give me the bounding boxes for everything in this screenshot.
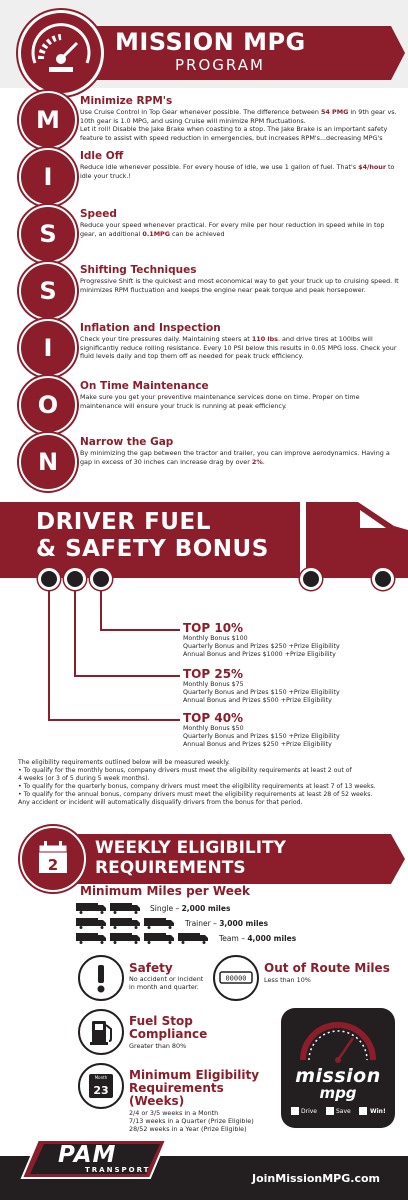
min-elig-line: 7/13 weeks in a Quarter (Prize Eligible) <box>129 1117 254 1125</box>
tip-text: Use Cruise Control in Top Gear whenever possible. The difference between 54 PMG in 9th gear vs. 10th gear is 1.0 MPG, and using Cruise will minimize RPM fluctuations. Let it roll! Disable the Jake Brake when coasting to a stop. The Jake Brake is an important safety feature to assist with speed reduction in emergencies, but increases RPM's...decreasing MPG's <box>80 108 397 142</box>
truck-wheel <box>300 568 322 590</box>
fuel-stop-text: Greater than 80% <box>129 1042 187 1050</box>
checkbox-icon <box>326 1107 334 1115</box>
fuel-stop-title-line2: Compliance <box>129 1027 208 1041</box>
tip-title: Narrow the Gap <box>80 436 174 448</box>
tip-title: Inflation and Inspection <box>80 322 221 334</box>
mission-letter-i: I <box>19 148 77 206</box>
checkbox-icon <box>359 1107 367 1115</box>
truck-icon <box>110 918 140 929</box>
out-of-route-title: Out of Route Miles <box>264 961 390 975</box>
tier-connector-line <box>74 590 76 676</box>
tier-monthly: Monthly Bonus $75 <box>183 681 244 688</box>
truck-icon <box>144 918 174 929</box>
rule-line: Any accident or incident will automatically disqualify drivers from the bonus for that period. <box>18 799 303 807</box>
safety-title: Safety <box>129 961 173 975</box>
truck-icon <box>76 933 106 944</box>
tier-connector-line <box>100 590 102 630</box>
tier-connector-line <box>100 629 180 631</box>
badge-save: Save <box>336 1108 351 1115</box>
tip-idle-off <box>80 150 402 180</box>
tier-name: TOP 40% <box>183 711 244 725</box>
rule-line: The eligibility requirements outlined below will be measured weekly. <box>18 759 230 766</box>
tier-connector-line <box>48 719 180 721</box>
truck-icon <box>110 933 140 944</box>
tier-connector-line <box>74 675 180 677</box>
tier-top-10 <box>183 622 403 659</box>
tier-quarterly: Quarterly Bonus and Prizes $150 +Prize Eligibility <box>183 689 340 696</box>
rule-line: • To qualify for the annual bonus, company drivers must meet the eligibility requirements at least 28 of 52 weeks. <box>18 791 373 799</box>
tip-title: Minimize RPM's <box>80 95 173 107</box>
badge-gauge-icon <box>281 1008 395 1068</box>
calendar-month-label: Month <box>94 1075 108 1080</box>
fuel-pump-icon <box>78 1009 124 1055</box>
out-of-route-text: Less than 10% <box>264 976 311 984</box>
tip-text: Reduce your speed whenever practical. For every mile per hour reduction in speed while in top gear, an additional 0.1MPG can be achieved <box>80 221 385 238</box>
tip-text: Check your tire pressures daily. Maintaining steers at 110 lbs. and drive tires at 100lbs will significantly reduce rolling resistance. Every 10 PSI below this results in 0.05 MPG loss. Check your fluid levels daily and top them off as needed for peak truck efficiency. <box>80 335 397 361</box>
tier-monthly: Monthly Bonus $50 <box>183 725 244 732</box>
calendar-day-icon <box>78 1063 124 1109</box>
min-elig-title-line2: Requirements <box>129 1081 224 1095</box>
fuel-stop-title-line1: Fuel Stop <box>129 1014 193 1028</box>
odometer-value: 00000 <box>225 974 247 983</box>
mission-letter-s: S <box>19 262 77 320</box>
badge-logo-line1: mission <box>295 1065 381 1087</box>
rule-line: • To qualify for the monthly bonus, company drivers must meet the eligibility requirements at least 2 out of <box>18 767 352 775</box>
calendar-day-number: 23 <box>93 1084 109 1097</box>
eligibility-rules <box>18 759 403 808</box>
weekly-banner-notch <box>391 834 405 884</box>
mission-mpg-badge <box>281 1008 395 1128</box>
truck-icon <box>178 933 208 944</box>
safety-text-1: No accident or incident <box>129 975 204 983</box>
tier-connector-line <box>48 590 50 720</box>
tier-annual: Annual Bonus and Prizes $500 +Prize Eligibility <box>183 697 332 704</box>
safety-text-2: in month and quarter. <box>129 983 199 991</box>
tip-text: Reduce idle whenever possible. For every house of idle, we use 1 gallon of fuel. That's $4/hour to idle your truck.! <box>80 163 395 180</box>
tier-annual: Annual Bonus and Prizes $250 +Prize Eligibility <box>183 741 332 748</box>
badge-win: Win! <box>370 1108 386 1115</box>
badge-logo-line2: mpg <box>319 1084 357 1102</box>
checkbox-icon <box>291 1107 299 1115</box>
truck-wheel <box>90 568 112 590</box>
truck-icon <box>144 933 174 944</box>
tier-top-40 <box>183 712 403 749</box>
footer-url[interactable]: JoinMissionMPG.com <box>252 1172 380 1185</box>
truck-wheel <box>38 568 60 590</box>
tip-text: Progressive Shift is the quickest and most economical way to get your truck up to cruising speed. It minimizes RPM fluctuation and keeps the engine near peak torque and peak horsepower. <box>80 277 399 294</box>
badge-drive: Drive <box>301 1108 317 1115</box>
mission-letter-i: I <box>19 319 77 377</box>
min-elig-title-line3: (Weeks) <box>129 1094 185 1108</box>
truck-wheel <box>64 568 86 590</box>
tier-name: TOP 25% <box>183 667 244 681</box>
tip-inflation <box>80 322 402 361</box>
truck-wheel <box>372 568 394 590</box>
tip-title: On Time Maintenance <box>80 380 209 392</box>
tip-maintenance <box>80 380 402 410</box>
pam-logo-subtext: TRANSPORT <box>85 1166 151 1174</box>
page-subtitle: PROGRAM <box>175 56 265 74</box>
tip-title: Speed <box>80 208 117 220</box>
mission-letter-s: S <box>19 205 77 263</box>
tip-narrow-gap <box>80 436 402 466</box>
tier-quarterly: Quarterly Bonus and Prizes $150 +Prize Eligibility <box>183 733 340 740</box>
tip-text: Make sure you get your preventive maintenance services done on time. Proper on time maintenance will ensure your truck is running at peak efficiency. <box>80 393 360 410</box>
weekly-title-line2: REQUIREMENTS <box>95 858 246 878</box>
rule-line: • To qualify for the quarterly bonus, company drivers must meet the eligibility requirements at least 7 of 13 weeks. <box>18 783 376 791</box>
miles-trainer: Trainer – 3,000 miles <box>185 919 269 928</box>
tip-title: Idle Off <box>80 150 124 162</box>
tip-speed <box>80 208 402 238</box>
min-elig-line: 2/4 or 3/5 weeks in a Month <box>129 1109 219 1117</box>
truck-icon <box>110 903 140 914</box>
speedometer-gauge-icon <box>18 10 104 96</box>
tier-top-25 <box>183 668 403 705</box>
bonus-title-line2: & SAFETY BONUS <box>36 536 269 562</box>
min-elig-line: 28/52 weeks in a Year (Prize Eligible) <box>129 1125 247 1133</box>
tip-text: By minimizing the gap between the tractor and trailer, you can improve aerodynamics. Having a gap in excess of 30 inches can increase drag by over 2%. <box>80 449 390 466</box>
miles-team: Team – 4,000 miles <box>219 934 297 943</box>
mission-letter-o: O <box>19 376 77 434</box>
rule-line: 4 weeks (or 3 of 5 during 5 week months). <box>18 775 150 783</box>
calendar-icon <box>20 826 86 892</box>
warning-exclamation-icon <box>78 955 124 1001</box>
mission-letter-m: M <box>19 91 77 149</box>
tip-shifting <box>80 264 402 294</box>
tip-title: Shifting Techniques <box>80 264 197 276</box>
weekly-title-line1: WEEKLY ELIGIBILITY <box>95 838 286 858</box>
miles-single: Single – 2,000 miles <box>150 904 231 913</box>
truck-icon <box>76 918 106 929</box>
truck-icon <box>76 903 106 914</box>
tip-minimize-rpm <box>80 95 402 142</box>
tier-annual: Annual Bonus and Prizes $1000 +Prize Eligibility <box>183 651 336 658</box>
pam-logo-text: PAM <box>58 1142 117 1168</box>
odometer-icon <box>213 955 259 1001</box>
bonus-title-line1: DRIVER FUEL <box>36 509 211 535</box>
calendar-number: 2 <box>47 856 59 874</box>
page-title: MISSION MPG <box>115 28 306 56</box>
tier-quarterly: Quarterly Bonus and Prizes $250 +Prize Eligibility <box>183 643 340 650</box>
mission-letter-n: N <box>19 433 77 491</box>
miles-heading: Minimum Miles per Week <box>80 884 250 898</box>
tier-name: TOP 10% <box>183 621 244 635</box>
min-elig-title-line1: Minimum Eligibility <box>129 1068 260 1082</box>
tier-monthly: Monthly Bonus $100 <box>183 635 248 642</box>
